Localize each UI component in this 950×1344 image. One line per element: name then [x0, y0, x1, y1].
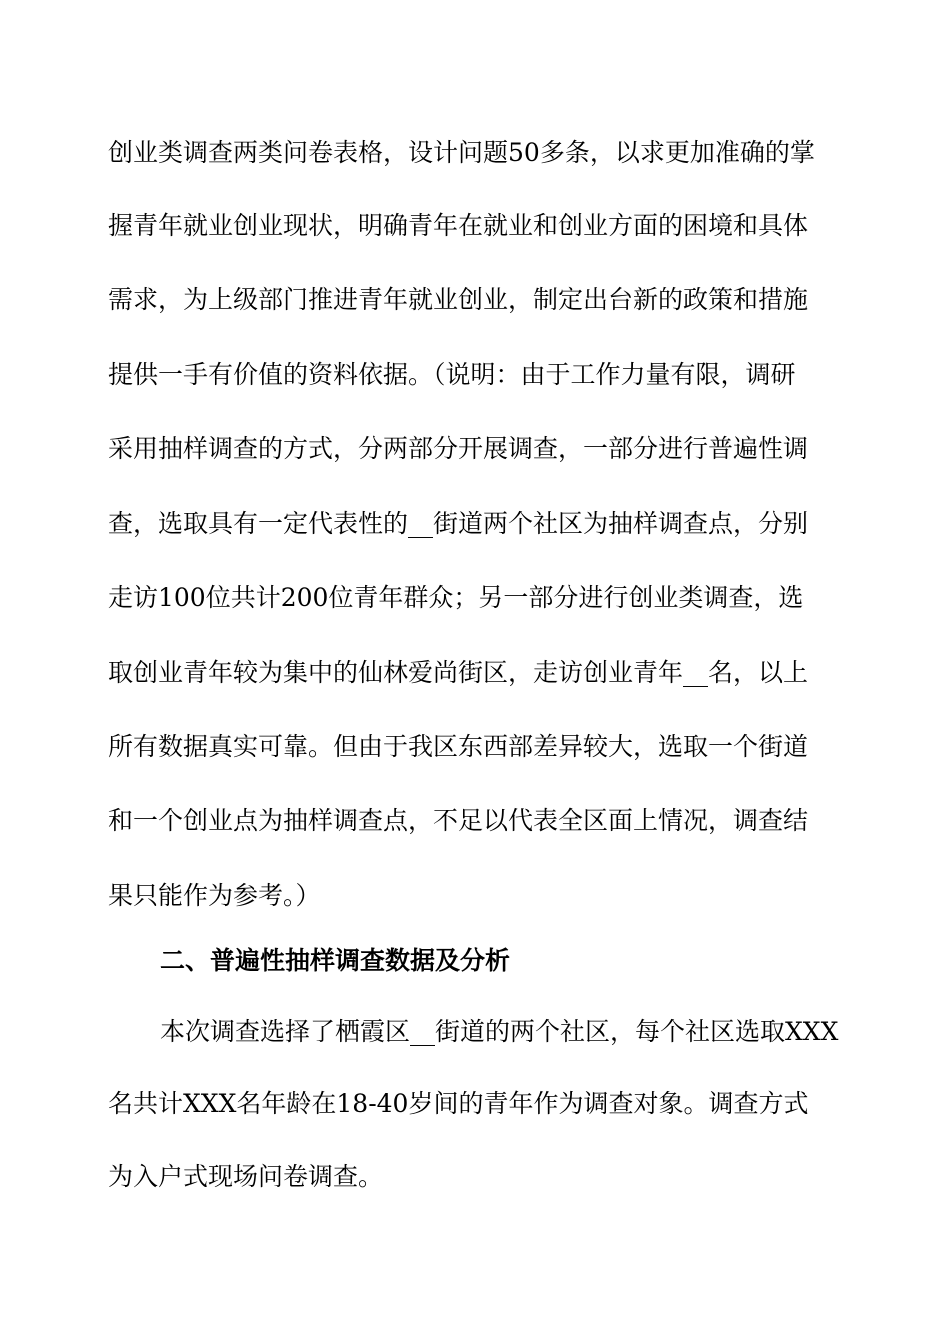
- paragraph-1-line: 取创业青年较为集中的仙林爱尚街区，走访创业青年__名，以上: [108, 658, 809, 687]
- paragraph-1-line: 果只能作为参考。）: [108, 881, 321, 910]
- paragraph-1-line: 查，选取具有一定代表性的__街道两个社区为抽样调查点，分别: [108, 509, 809, 538]
- paragraph-1-line: 采用抽样调查的方式，分两部分开展调查，一部分进行普遍性调: [108, 434, 809, 463]
- section-heading: 二、普遍性抽样调查数据及分析: [160, 946, 511, 975]
- paragraph-1-line: 走访100位共计200位青年群众；另一部分进行创业类调查，选: [108, 583, 804, 612]
- paragraph-2-line: 名共计XXX名年龄在18-40岁间的青年作为调查对象。调查方式: [108, 1089, 809, 1118]
- paragraph-1-line: 需求，为上级部门推进青年就业创业，制定出台新的政策和措施: [108, 285, 809, 314]
- paragraph-1-line: 创业类调查两类问卷表格，设计问题50多条，以求更加准确的掌: [108, 138, 815, 167]
- paragraph-1-line: 和一个创业点为抽样调查点，不足以代表全区面上情况，调查结: [108, 806, 809, 835]
- paragraph-1-line: 所有数据真实可靠。但由于我区东西部差异较大，选取一个街道: [108, 732, 809, 761]
- paragraph-2-line: 为入户式现场问卷调查。: [108, 1162, 384, 1191]
- paragraph-2-line: 本次调查选择了栖霞区__街道的两个社区，每个社区选取XXX: [160, 1017, 839, 1046]
- paragraph-1-line: 握青年就业创业现状，明确青年在就业和创业方面的困境和具体: [108, 211, 809, 240]
- paragraph-1-line: 提供一手有价值的资料依据。（说明：由于工作力量有限，调研: [108, 360, 796, 389]
